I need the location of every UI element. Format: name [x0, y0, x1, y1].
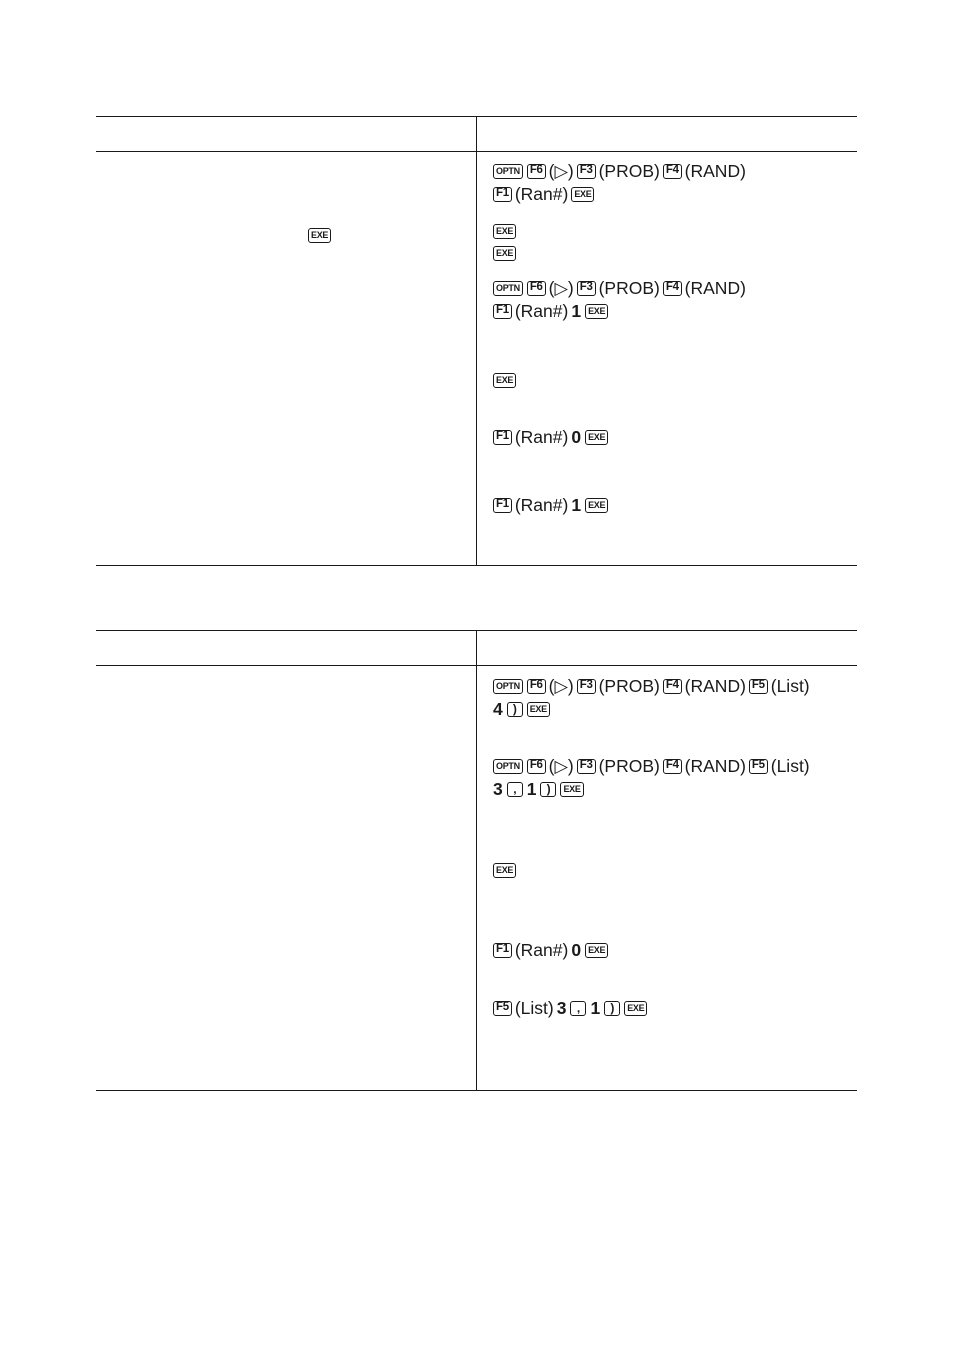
prob-label: (PROB) — [598, 755, 660, 776]
f3-key-icon: F3 — [577, 759, 596, 774]
op-row-1 — [491, 675, 811, 697]
f3-key-icon: F3 — [577, 679, 596, 694]
digit-three: 3 — [556, 997, 567, 1018]
ran-label: (Ran#) — [514, 426, 569, 447]
op-row-5 — [491, 859, 518, 881]
f4-key-icon: F4 — [663, 679, 682, 694]
exe-key-icon: EXE — [493, 224, 516, 239]
exe-key-icon: EXE — [585, 430, 608, 445]
f5-key-icon: F5 — [749, 759, 768, 774]
digit-three: 3 — [493, 778, 503, 799]
next-menu-label: (▷) — [548, 160, 574, 181]
f4-key-icon: F4 — [663, 281, 682, 296]
next-menu-label: (▷) — [548, 755, 574, 776]
op-row-7 — [491, 997, 649, 1019]
op-row-2 — [491, 698, 552, 720]
table-ran — [96, 116, 857, 567]
digit-four: 4 — [493, 698, 503, 719]
exe-key-icon: EXE — [624, 1001, 647, 1016]
prob-label: (PROB) — [598, 160, 660, 181]
f6-key-icon: F6 — [527, 164, 546, 179]
op-row-5 — [491, 277, 747, 299]
rand-label: (RAND) — [684, 675, 746, 696]
rand-label: (RAND) — [684, 277, 746, 298]
f1-key-icon: F1 — [493, 430, 512, 445]
digit-one: 1 — [571, 494, 582, 515]
ran-label: (Ran#) — [514, 494, 569, 515]
digit-one: 1 — [590, 997, 601, 1018]
comma-key-icon: , — [507, 782, 523, 797]
ran-label: (Ran#) — [514, 300, 569, 321]
f6-key-icon: F6 — [527, 679, 546, 694]
f1-key-icon: F1 — [493, 187, 512, 202]
f4-key-icon: F4 — [663, 164, 682, 179]
exe-key-icon: EXE — [527, 702, 550, 717]
exe-key-icon: EXE — [308, 228, 331, 243]
exe-key-icon: EXE — [493, 863, 516, 878]
next-menu-label: (▷) — [548, 277, 574, 298]
comma-key-icon: , — [570, 1001, 586, 1016]
rand-label: (RAND) — [684, 755, 746, 776]
column-divider — [476, 630, 477, 1091]
ran-label: (Ran#) — [514, 939, 569, 960]
close-paren-key-icon: ) — [540, 782, 556, 797]
digit-zero: 0 — [571, 939, 582, 960]
op-row-8 — [491, 426, 610, 448]
exe-key-icon: EXE — [493, 246, 516, 261]
op-row-6 — [491, 300, 610, 322]
op-row-9 — [491, 494, 610, 516]
column-divider — [476, 116, 477, 566]
exe-key-icon: EXE — [571, 187, 594, 202]
left-exe-key — [306, 224, 333, 246]
digit-one: 1 — [526, 778, 537, 799]
op-row-6 — [491, 939, 610, 961]
rand-label: (RAND) — [684, 160, 746, 181]
op-row-4 — [491, 778, 586, 800]
op-row-4 — [491, 242, 518, 264]
f6-key-icon: F6 — [527, 759, 546, 774]
optn-key-icon: OPTN — [493, 281, 523, 296]
list-label: (List) — [770, 755, 810, 776]
digit-one: 1 — [571, 300, 582, 321]
list-label: (List) — [514, 997, 554, 1018]
optn-key-icon: OPTN — [493, 759, 523, 774]
exe-key-icon: EXE — [585, 498, 608, 513]
close-paren-key-icon: ) — [604, 1001, 620, 1016]
exe-key-icon: EXE — [560, 782, 583, 797]
f5-key-icon: F5 — [749, 679, 768, 694]
f1-key-icon: F1 — [493, 943, 512, 958]
f3-key-icon: F3 — [577, 164, 596, 179]
close-paren-key-icon: ) — [507, 702, 523, 717]
list-label: (List) — [770, 675, 810, 696]
prob-label: (PROB) — [598, 277, 660, 298]
optn-key-icon: OPTN — [493, 679, 523, 694]
f1-key-icon: F1 — [493, 304, 512, 319]
op-row-3 — [491, 220, 518, 242]
next-menu-label: (▷) — [548, 675, 574, 696]
op-row-3 — [491, 755, 811, 777]
ran-label: (Ran#) — [514, 183, 569, 204]
op-row-7 — [491, 369, 518, 391]
f5-key-icon: F5 — [493, 1001, 512, 1016]
f3-key-icon: F3 — [577, 281, 596, 296]
exe-key-icon: EXE — [585, 943, 608, 958]
table-ran-list — [96, 630, 857, 1092]
op-row-2 — [491, 183, 596, 205]
op-row-1 — [491, 160, 747, 182]
prob-label: (PROB) — [598, 675, 660, 696]
f6-key-icon: F6 — [527, 281, 546, 296]
digit-zero: 0 — [571, 426, 582, 447]
f1-key-icon: F1 — [493, 498, 512, 513]
optn-key-icon: OPTN — [493, 164, 523, 179]
exe-key-icon: EXE — [585, 304, 608, 319]
f4-key-icon: F4 — [663, 759, 682, 774]
exe-key-icon: EXE — [493, 373, 516, 388]
